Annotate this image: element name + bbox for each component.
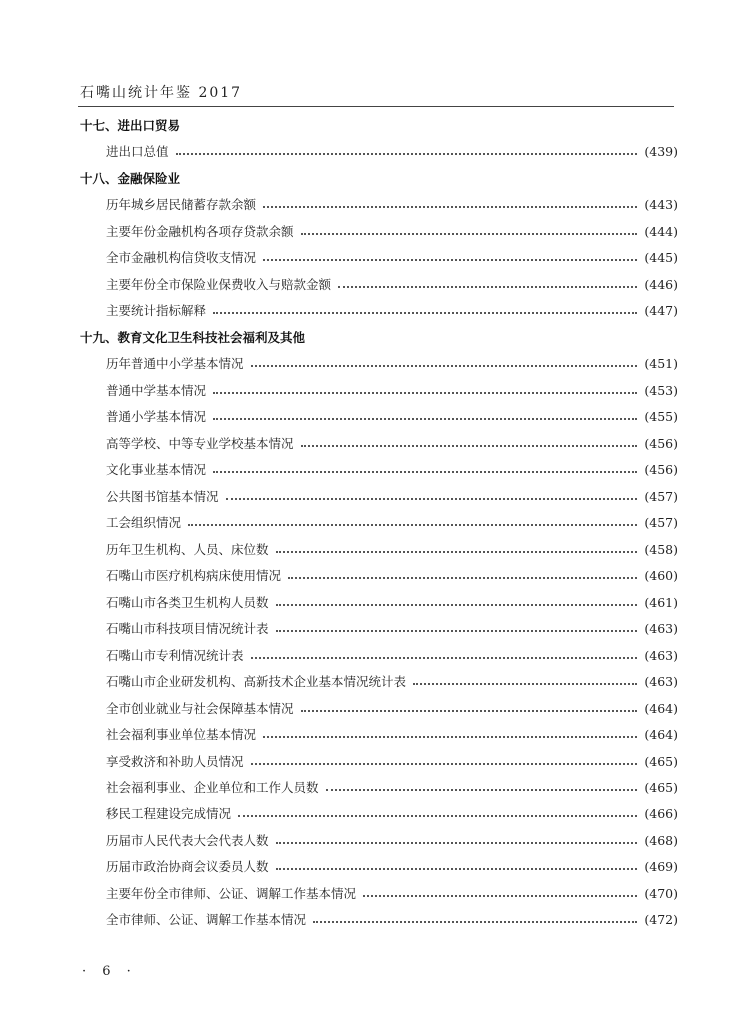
toc-entry[interactable] (106, 143, 678, 161)
dot-leader (276, 604, 638, 606)
toc-entry-page: (451) (644, 356, 678, 372)
section-heading: 十八、金融保险业 (80, 170, 181, 186)
toc-entry-page: (465) (644, 753, 678, 769)
toc-entry-title: 移民工程建设完成情况 (106, 806, 232, 822)
toc-entry[interactable] (106, 832, 678, 850)
section-heading: 十九、教育文化卫生科技社会福利及其他 (80, 329, 306, 345)
toc-entry[interactable] (106, 673, 678, 691)
toc-entry-title: 主要年份全市保险业保费收入与赔款金额 (106, 276, 332, 292)
toc-entry[interactable] (106, 249, 678, 267)
toc-entry-page: (453) (644, 382, 678, 398)
toc-entry-title: 全市金融机构信贷收支情况 (106, 250, 257, 266)
dot-leader (413, 683, 637, 685)
dot-leader (326, 789, 638, 791)
dot-leader (263, 259, 637, 261)
dot-leader (263, 736, 637, 738)
toc-entry-title: 高等学校、中等专业学校基本情况 (106, 435, 294, 451)
dot-leader (301, 233, 638, 235)
toc-entry-title: 工会组织情况 (106, 515, 182, 531)
dot-leader (363, 895, 637, 897)
toc-entry[interactable] (106, 461, 678, 479)
dot-leader (238, 815, 637, 817)
toc-entry[interactable] (106, 647, 678, 665)
toc-entry-title: 享受救济和补助人员情况 (106, 753, 244, 769)
toc-entry[interactable] (106, 779, 678, 797)
toc-entry-title: 社会福利事业、企业单位和工作人员数 (106, 780, 319, 795)
toc-entry-page: (463) (644, 674, 678, 690)
toc-entry-title: 历年城乡居民储蓄存款余额 (106, 197, 257, 213)
toc-entry[interactable] (106, 858, 678, 876)
toc-entry-title: 公共图书馆基本情况 (106, 488, 219, 504)
dot-leader (213, 418, 637, 420)
toc-entry[interactable] (106, 223, 678, 241)
toc-entry-page: (463) (644, 647, 678, 663)
dot-leader (276, 842, 638, 844)
toc-entry-page: (446) (644, 276, 678, 292)
toc-entry-page: (460) (644, 568, 678, 584)
header-rule (78, 106, 674, 107)
section-heading: 十七、进出口贸易 (80, 118, 181, 133)
toc-entry[interactable] (106, 196, 678, 214)
toc-entry-page: (455) (644, 409, 678, 425)
toc-entry-page: (468) (644, 832, 678, 848)
toc-entry-page: (465) (644, 780, 678, 795)
toc-entry[interactable] (106, 700, 678, 718)
toc-entry[interactable] (106, 435, 678, 453)
toc-entry-page: (439) (644, 144, 678, 160)
toc-entry-title: 全市律师、公证、调解工作基本情况 (106, 912, 307, 928)
toc-entry-title: 历年卫生机构、人员、床位数 (106, 541, 269, 557)
toc-entry-title: 主要年份全市律师、公证、调解工作基本情况 (106, 885, 357, 901)
toc-entry-page: (472) (644, 912, 678, 928)
toc-entry-page: (456) (644, 462, 678, 478)
toc-entry-title: 历年普通中小学基本情况 (106, 356, 244, 372)
toc-entry-title: 石嘴山市企业研发机构、高新技术企业基本情况统计表 (106, 674, 407, 690)
toc-entry[interactable] (106, 911, 678, 929)
dot-leader (251, 657, 638, 659)
toc-entry-title: 普通中学基本情况 (106, 382, 207, 398)
dot-leader (276, 551, 638, 553)
dot-leader (288, 577, 637, 579)
toc-entry-page: (458) (644, 541, 678, 557)
toc-entry[interactable] (106, 514, 678, 532)
toc-entry[interactable] (106, 276, 678, 294)
toc-entry[interactable] (106, 408, 678, 426)
toc-entry-page: (470) (644, 885, 678, 901)
dot-leader (313, 921, 637, 923)
toc-entry[interactable] (106, 594, 678, 612)
toc-entry-page: (445) (644, 250, 678, 266)
toc-entry[interactable] (106, 805, 678, 823)
toc-entry-page: (444) (644, 223, 678, 239)
dot-leader (226, 498, 638, 500)
toc-entry[interactable] (106, 885, 678, 903)
toc-entry-title: 主要年份金融机构各项存贷款余额 (106, 223, 294, 239)
dot-leader (176, 153, 638, 155)
toc-entry-title: 石嘴山市医疗机构病床使用情况 (106, 568, 282, 584)
toc-entry-title: 历届市政治协商会议委员人数 (106, 859, 269, 875)
dot-leader (263, 206, 637, 208)
toc-entry[interactable] (106, 567, 678, 585)
toc-entry-page: (464) (644, 727, 678, 743)
toc-entry-page: (469) (644, 859, 678, 875)
toc-entry-title: 进出口总值 (106, 144, 169, 160)
toc-entry-title: 主要统计指标解释 (106, 303, 207, 319)
dot-leader (188, 524, 637, 526)
dot-leader (213, 392, 637, 394)
dot-leader (276, 630, 638, 632)
toc-entry[interactable] (106, 541, 678, 559)
toc-entry[interactable] (106, 355, 678, 373)
toc-entry-title: 石嘴山市专利情况统计表 (106, 647, 244, 663)
toc-entry-title: 石嘴山市各类卫生机构人员数 (106, 594, 269, 610)
dot-leader (213, 312, 637, 314)
toc-entry-page: (457) (644, 488, 678, 504)
page-number: · 6 · (82, 964, 137, 979)
toc-entry[interactable] (106, 726, 678, 744)
toc-entry-page: (457) (644, 515, 678, 531)
toc-entry-title: 普通小学基本情况 (106, 409, 207, 425)
toc-entry[interactable] (106, 382, 678, 400)
toc-entry-title: 历届市人民代表大会代表人数 (106, 832, 269, 848)
toc-entry-title: 文化事业基本情况 (106, 462, 207, 478)
dot-leader (276, 868, 638, 870)
running-header: 石嘴山统计年鉴 2017 (80, 85, 243, 101)
toc-entry-page: (447) (644, 303, 678, 319)
dot-leader (213, 471, 637, 473)
dot-leader (301, 710, 638, 712)
toc-entry-page: (464) (644, 700, 678, 716)
toc-entry[interactable] (106, 753, 678, 771)
toc-entry[interactable] (106, 620, 678, 638)
dot-leader (251, 365, 638, 367)
toc-entry-title: 全市创业就业与社会保障基本情况 (106, 700, 294, 716)
toc-entry-page: (461) (644, 594, 678, 610)
toc-entry-page: (466) (644, 806, 678, 822)
dot-leader (338, 286, 637, 288)
toc-entry[interactable] (106, 488, 678, 506)
dot-leader (301, 445, 638, 447)
dot-leader (251, 763, 638, 765)
toc-entry-page: (443) (644, 197, 678, 213)
toc-entry-title: 石嘴山市科技项目情况统计表 (106, 621, 269, 637)
toc-entry[interactable] (106, 302, 678, 320)
toc-entry-page: (463) (644, 621, 678, 637)
toc-entry-page: (456) (644, 435, 678, 451)
toc-entry-title: 社会福利事业单位基本情况 (106, 727, 257, 743)
